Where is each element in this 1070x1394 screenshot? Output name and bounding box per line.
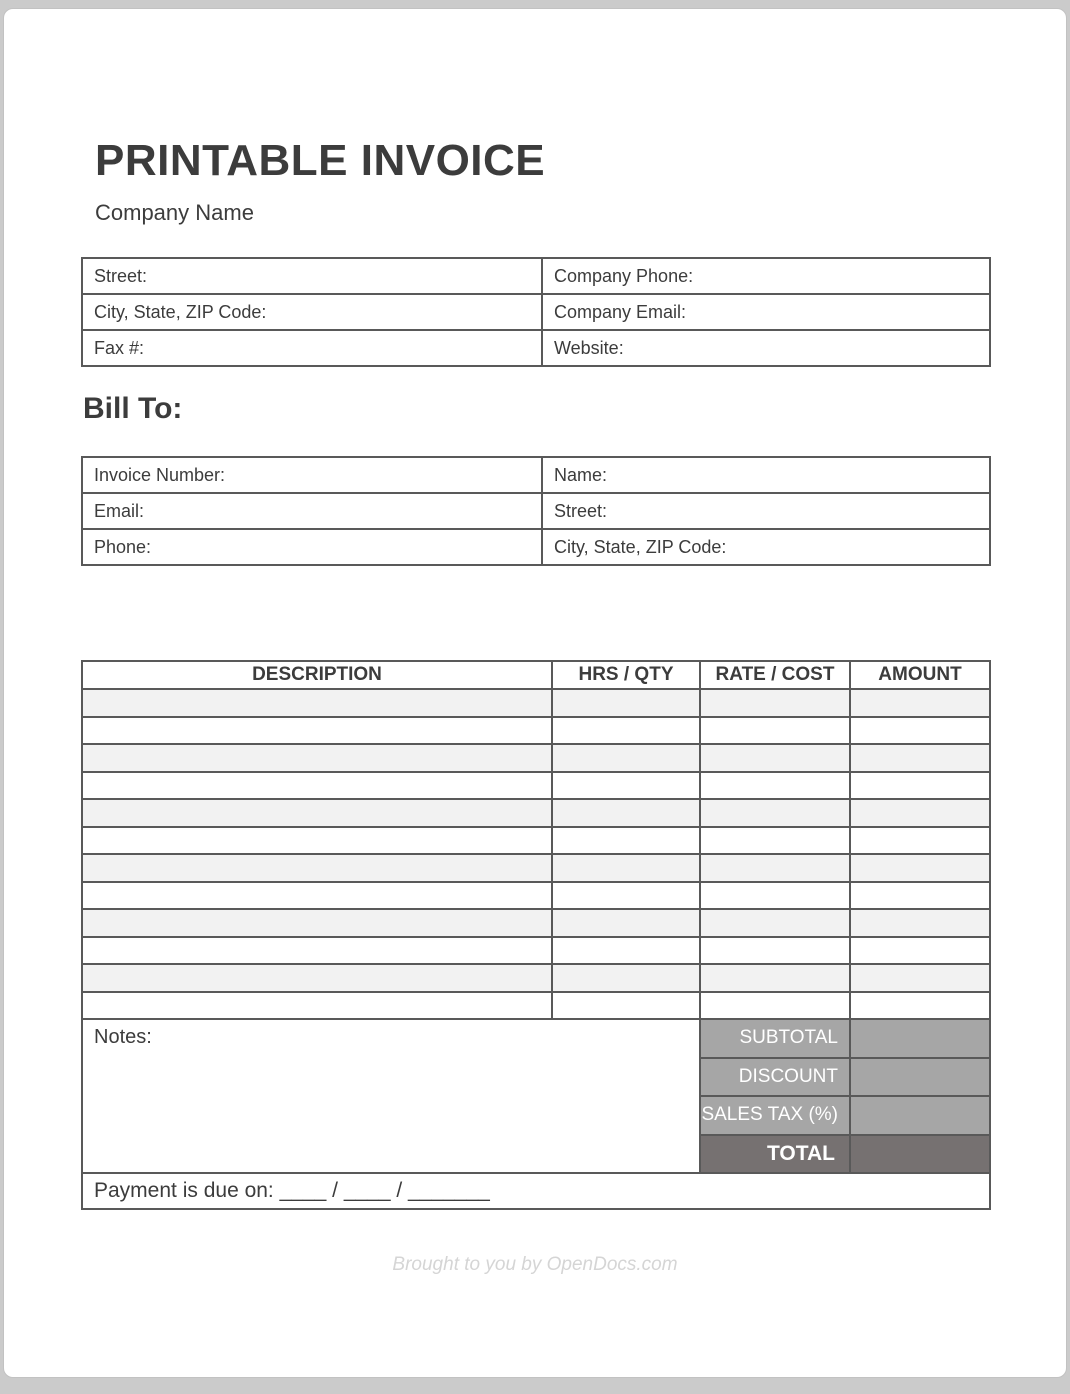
item-cell — [82, 717, 552, 745]
item-cell — [552, 744, 700, 772]
discount-value — [850, 1058, 990, 1097]
item-cell — [700, 772, 850, 800]
item-cell — [700, 964, 850, 992]
item-cell — [552, 992, 700, 1020]
item-cell — [82, 827, 552, 855]
item-cell — [552, 689, 700, 717]
amount-column-header: AMOUNT — [850, 661, 990, 689]
notes-field: Notes: — [82, 1019, 700, 1173]
item-cell — [552, 882, 700, 910]
item-cell — [850, 854, 990, 882]
item-cell — [82, 909, 552, 937]
item-cell — [850, 964, 990, 992]
street-field: Street: — [82, 258, 542, 294]
payment-due-text: Payment is due on: ____ / ____ / _______ — [82, 1173, 990, 1209]
item-cell — [850, 689, 990, 717]
item-row — [82, 937, 990, 965]
item-cell — [700, 717, 850, 745]
item-row — [82, 882, 990, 910]
table-row — [82, 294, 990, 330]
item-cell — [850, 827, 990, 855]
item-cell — [82, 772, 552, 800]
item-cell — [700, 882, 850, 910]
item-cell — [850, 744, 990, 772]
invoice-number-field: Invoice Number: — [82, 457, 542, 493]
item-row — [82, 799, 990, 827]
bill-street-field: Street: — [542, 493, 990, 529]
item-cell — [700, 799, 850, 827]
discount-label: DISCOUNT — [700, 1058, 850, 1097]
item-row — [82, 909, 990, 937]
table-row — [82, 529, 990, 565]
item-row — [82, 772, 990, 800]
hrs-qty-column-header: HRS / QTY — [552, 661, 700, 689]
item-cell — [700, 909, 850, 937]
footer-attribution: Brought to you by OpenDocs.com — [392, 1254, 678, 1275]
page-title: PRINTABLE INVOICE — [95, 136, 546, 185]
item-cell — [850, 772, 990, 800]
sales-tax-value — [850, 1096, 990, 1135]
table-row — [82, 457, 990, 493]
website-field: Website: — [542, 330, 990, 366]
summary-row — [82, 1019, 990, 1058]
rate-cost-column-header: RATE / COST — [700, 661, 850, 689]
total-value — [850, 1135, 990, 1174]
subtotal-label: SUBTOTAL — [700, 1019, 850, 1058]
bill-to-table — [81, 456, 991, 566]
item-cell — [552, 772, 700, 800]
document-page — [3, 8, 1067, 1378]
item-cell — [700, 992, 850, 1020]
sales-tax-label: SALES TAX (%) — [700, 1096, 850, 1135]
item-cell — [700, 827, 850, 855]
item-cell — [700, 937, 850, 965]
item-cell — [552, 964, 700, 992]
company-info-table — [81, 257, 991, 367]
item-cell — [850, 992, 990, 1020]
item-row — [82, 689, 990, 717]
item-cell — [700, 744, 850, 772]
item-cell — [82, 882, 552, 910]
payment-due-row — [82, 1173, 990, 1209]
bill-phone-field: Phone: — [82, 529, 542, 565]
item-row — [82, 827, 990, 855]
item-row — [82, 992, 990, 1020]
item-cell — [82, 799, 552, 827]
city-state-zip-field: City, State, ZIP Code: — [82, 294, 542, 330]
item-cell — [850, 717, 990, 745]
description-column-header: DESCRIPTION — [82, 661, 552, 689]
item-cell — [82, 854, 552, 882]
subtotal-value — [850, 1019, 990, 1058]
table-row — [82, 258, 990, 294]
item-cell — [850, 882, 990, 910]
item-cell — [552, 799, 700, 827]
bill-email-field: Email: — [82, 493, 542, 529]
item-cell — [552, 937, 700, 965]
company-email-field: Company Email: — [542, 294, 990, 330]
table-row — [82, 493, 990, 529]
item-row — [82, 854, 990, 882]
items-empty-rows — [82, 689, 990, 1019]
line-items-table — [81, 660, 991, 1210]
item-cell — [82, 964, 552, 992]
fax-field: Fax #: — [82, 330, 542, 366]
item-cell — [700, 854, 850, 882]
page-content — [4, 9, 989, 1276]
item-cell — [850, 799, 990, 827]
item-cell — [552, 717, 700, 745]
bill-name-field: Name: — [542, 457, 990, 493]
item-row — [82, 717, 990, 745]
item-cell — [552, 909, 700, 937]
bill-city-state-zip-field: City, State, ZIP Code: — [542, 529, 990, 565]
items-header-row — [82, 661, 990, 689]
item-cell — [850, 909, 990, 937]
item-cell — [552, 854, 700, 882]
company-name-placeholder: Company Name — [95, 200, 254, 225]
item-cell — [850, 937, 990, 965]
item-row — [82, 964, 990, 992]
item-cell — [700, 689, 850, 717]
bill-to-heading: Bill To: — [83, 392, 183, 425]
item-cell — [82, 992, 552, 1020]
company-phone-field: Company Phone: — [542, 258, 990, 294]
item-row — [82, 744, 990, 772]
item-cell — [552, 827, 700, 855]
item-cell — [82, 937, 552, 965]
total-label: TOTAL — [700, 1135, 850, 1174]
item-cell — [82, 689, 552, 717]
table-row — [82, 330, 990, 366]
item-cell — [82, 744, 552, 772]
